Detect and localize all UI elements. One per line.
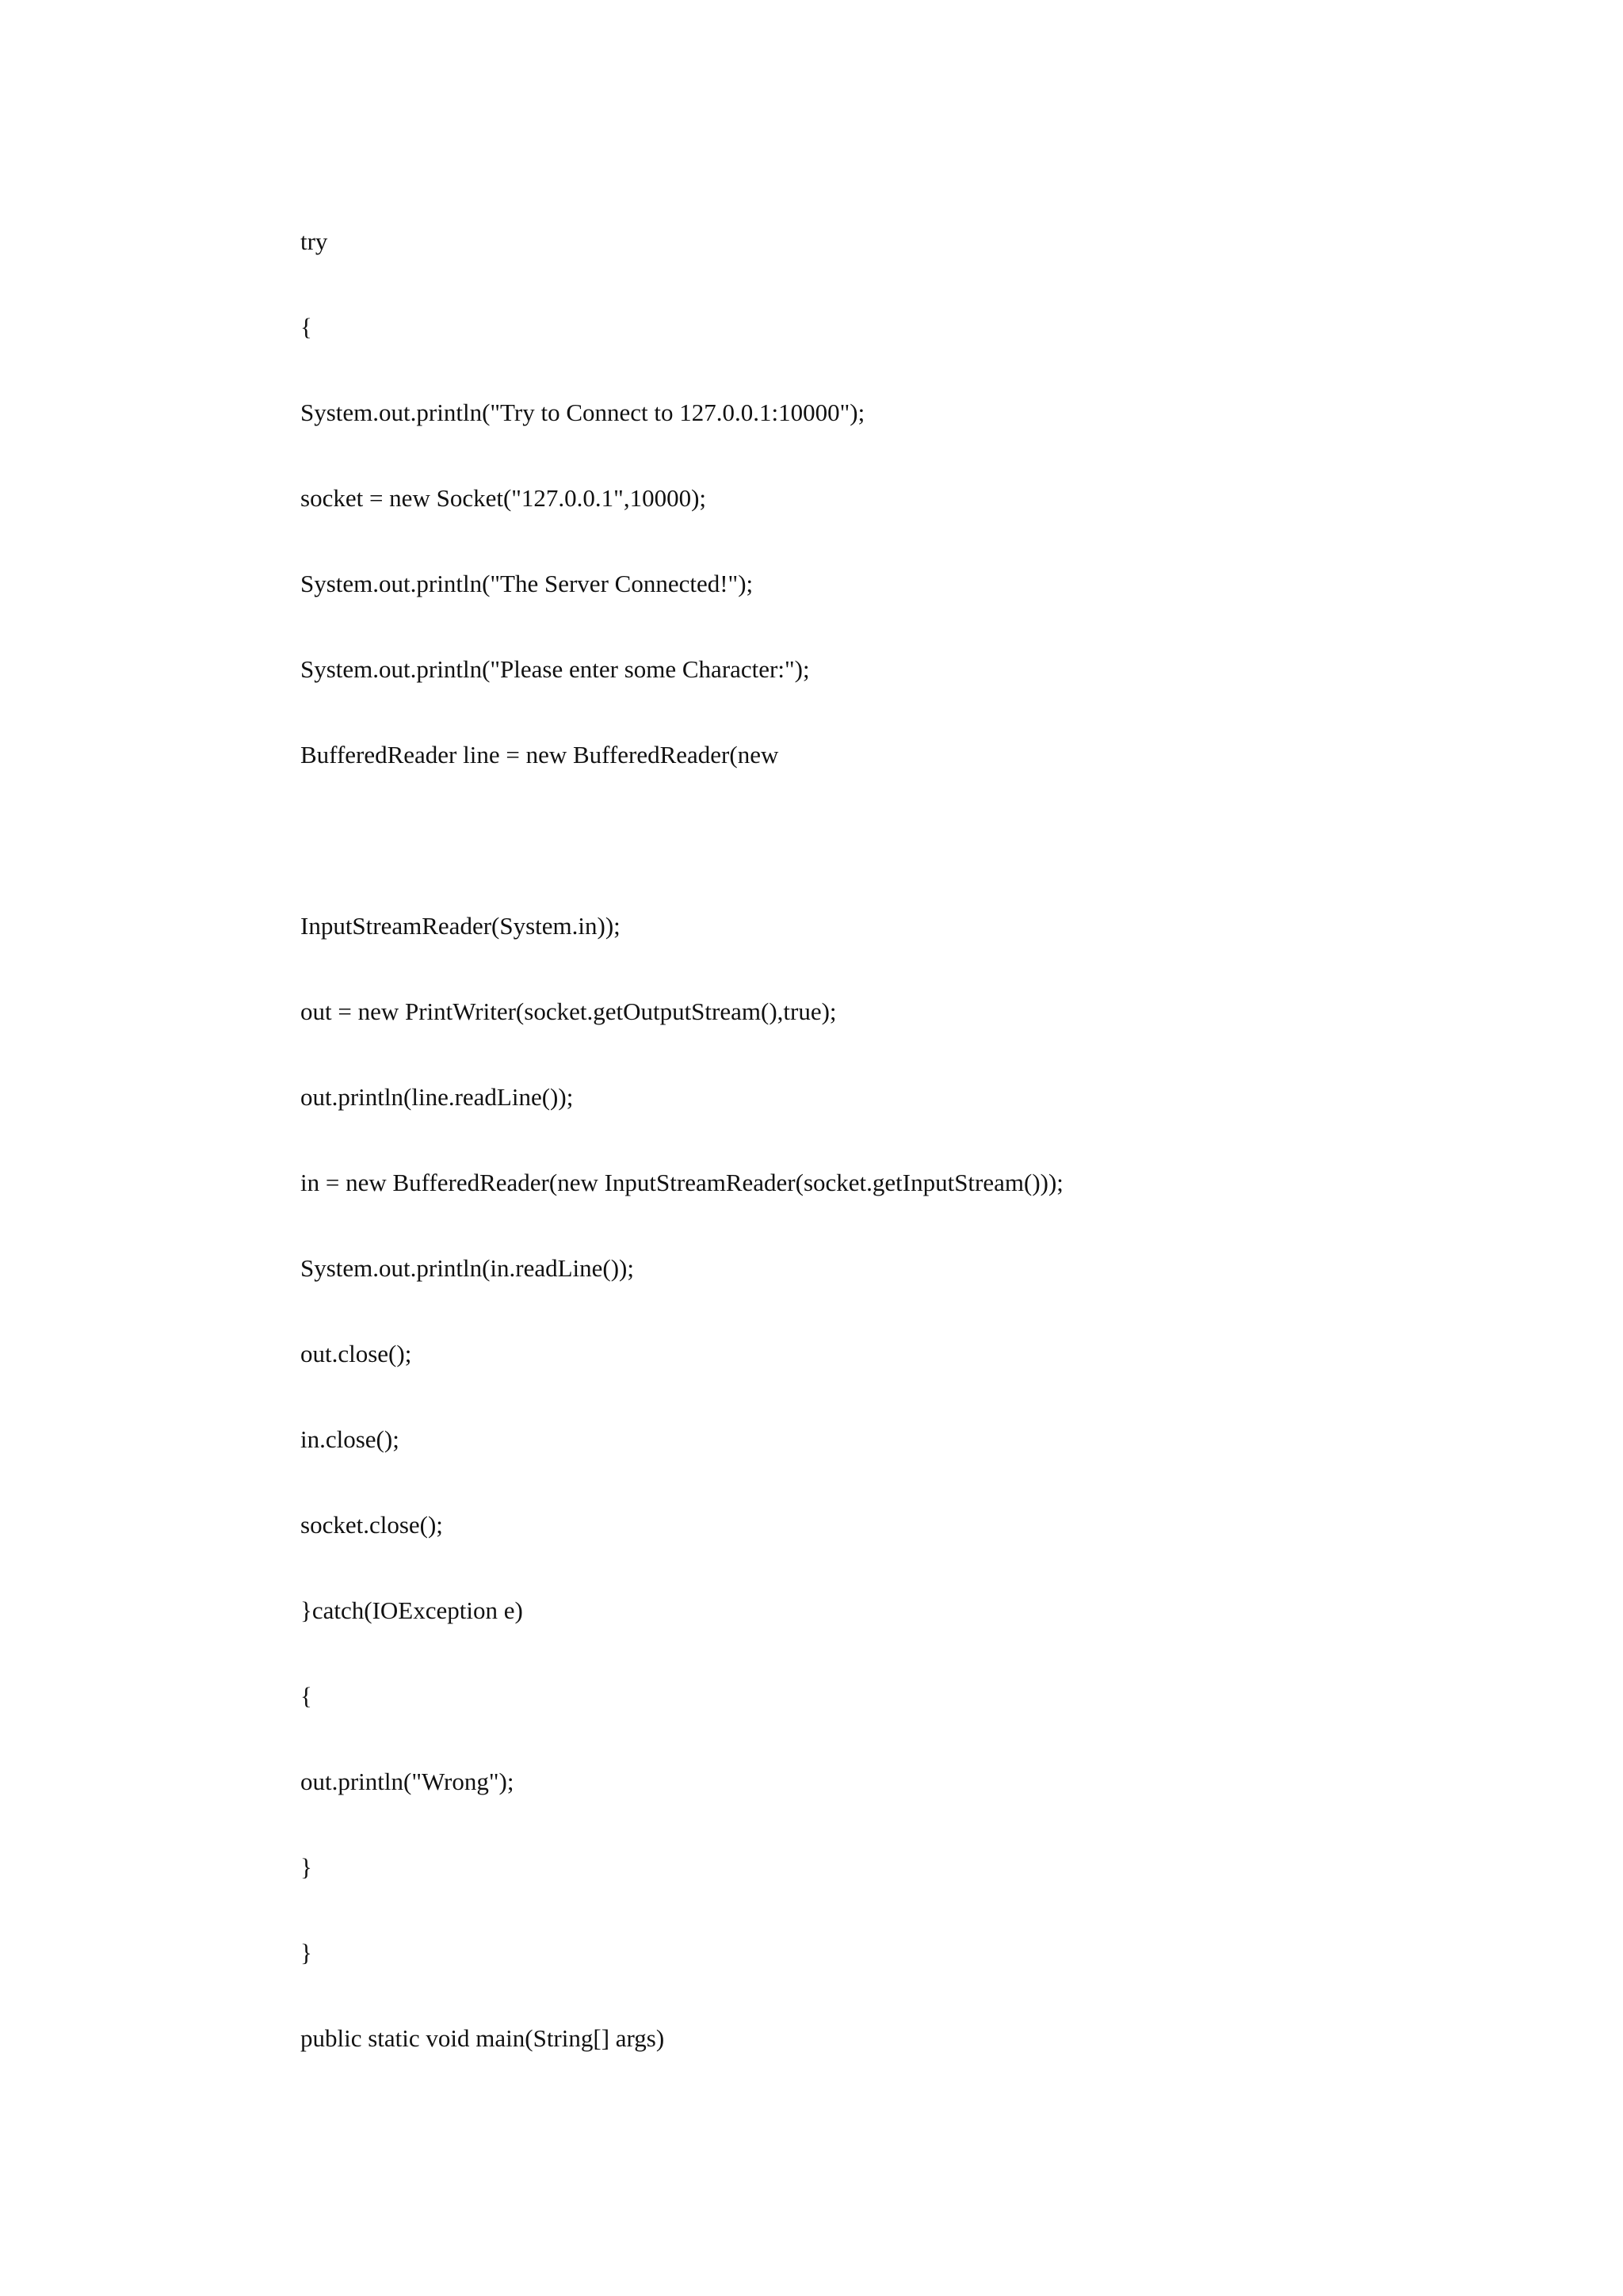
code-line: in.close();	[300, 1425, 399, 1453]
code-line: out = new PrintWriter(socket.getOutputStream(),true);	[300, 997, 837, 1025]
code-line: socket.close();	[300, 1511, 443, 1539]
code-line: System.out.println("Please enter some Character:");	[300, 655, 810, 683]
code-line: out.println(line.readLine());	[300, 1083, 574, 1111]
code-line: out.close();	[300, 1340, 412, 1367]
code-line: in = new BufferedReader(new InputStreamReader(socket.getInputStream()));	[300, 1169, 1064, 1196]
code-line: InputStreamReader(System.in));	[300, 912, 621, 940]
code-line: System.out.println(in.readLine());	[300, 1254, 634, 1282]
code-line: {	[300, 313, 312, 341]
code-line: System.out.println("The Server Connected!");	[300, 570, 754, 597]
code-line: public static void main(String[] args)	[300, 2024, 665, 2052]
code-line: System.out.println("Try to Connect to 127.0.0.1:10000");	[300, 399, 865, 426]
code-line: out.println("Wrong");	[300, 1768, 514, 1795]
code-line: {	[300, 1682, 312, 1710]
code-line: }catch(IOException e)	[300, 1596, 523, 1624]
code-line: BufferedReader line = new BufferedReader(new	[300, 741, 779, 769]
code-line: }	[300, 1939, 312, 1966]
code-line: try	[300, 227, 328, 255]
code-line: socket = new Socket("127.0.0.1",10000);	[300, 484, 707, 512]
code-line: }	[300, 1853, 312, 1881]
